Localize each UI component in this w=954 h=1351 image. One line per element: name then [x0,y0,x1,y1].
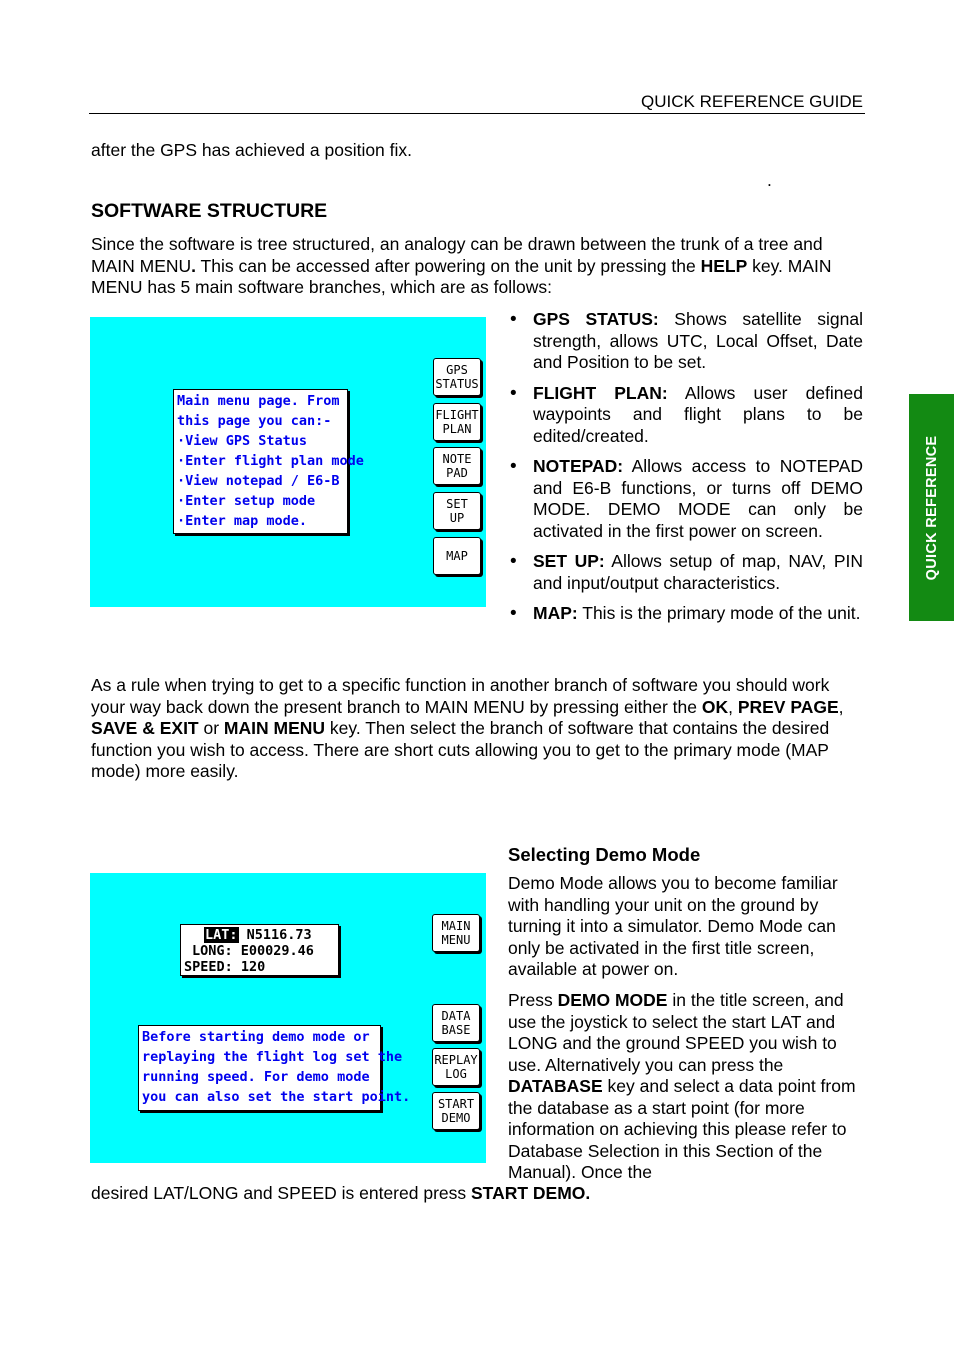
help-key-label: HELP [700,255,748,276]
intro-paragraph [91,234,863,299]
bullet-label: SET UP: [533,551,605,571]
para-text: Press [508,990,558,1010]
replay-log-softkey[interactable] [432,1048,480,1086]
long-value: E00029.46 [232,943,314,959]
softkey-line: PAD [446,466,468,480]
para-text: , [838,696,844,717]
side-tab [909,394,954,621]
long-label: LONG: [192,943,233,959]
para-text: or [198,718,224,738]
side-tab-label: QUICK REFERENCE [923,435,940,580]
notepad-softkey[interactable] [433,447,481,485]
lcd-line: this page you can:- [177,413,332,429]
lcd-line: Before starting demo mode or [142,1029,370,1045]
ok-key-label: OK [701,696,729,717]
main-menu-screenshot [90,317,486,607]
page-header-title: QUICK REFERENCE GUIDE [641,92,863,111]
softkey-line: SET [446,497,468,511]
start-demo-softkey[interactable] [432,1092,480,1130]
main-menu-softkey[interactable] [432,914,480,952]
para-text: key. Then select the branch of software that contains the desired function you wish to access. There are short cuts allowing you to get to the primary mode (MAP mode) more easily. [91,718,830,781]
setup-softkey[interactable] [433,492,481,530]
lcd-line: ·View GPS Status [177,433,308,449]
speed-row [184,959,335,975]
lcd-line: ·Enter map mode. [177,513,308,529]
lat-value: N5116.73 [238,927,312,943]
softkey-line: STATUS [435,377,479,391]
section-title: SOFTWARE STRUCTURE [91,200,328,222]
para-text: key. MAIN MENU has 5 main software branches, which are as follows: [91,255,832,297]
lcd-line: ·Enter flight plan mode [177,453,364,469]
list-item [508,603,863,625]
lcd-line: replaying the flight log set the [142,1049,403,1065]
softkey-line: MAIN [441,919,471,933]
header-rule [89,113,865,114]
main-menu-key-label: MAIN MENU [223,718,326,738]
lcd-line: ·View notepad / E6-B [177,473,340,489]
demo-mode-screenshot [90,873,486,1163]
para-text: desired LAT/LONG and SPEED is entered press [91,1183,471,1203]
para-text: key and select a data point from the database as a start point (for more information on achieving this please refer to Database Selection in this Section of the Manual). Once the [508,1076,856,1182]
softkey-line: DATA [441,1009,471,1023]
lcd-line: running speed. For demo mode [142,1069,370,1085]
demo-paragraph-2 [508,990,864,1184]
save-exit-key-label: SAVE & EXIT [91,718,199,738]
softkey-line: GPS [446,363,468,377]
list-item [508,551,863,594]
bullet-text: Allows access to NOTEPAD and E6-B functions, or turns off DEMO MODE. DEMO MODE can only be activated in the first power on screen. [533,456,863,541]
map-softkey[interactable] [433,537,481,575]
start-demo-key-label: START DEMO. [471,1183,591,1203]
para-text: , [728,696,738,717]
main-menu-info-box [173,389,364,534]
softkey-line: NOTE [442,452,472,466]
para-text: This can be accessed after powering on the unit by pressing the [196,255,701,276]
long-row [184,943,335,959]
prev-page-key-label: PREV PAGE [737,696,839,717]
softkey-line: LOG [445,1067,467,1081]
softkey-line: DEMO [441,1111,471,1125]
lcd-line: you can also set the start point. [142,1089,411,1105]
softkey-line: MAP [446,549,468,563]
para-bold: . [191,255,197,276]
demo-mode-key-label: DEMO MODE [557,990,668,1010]
softkey-line: REPLAY [434,1053,478,1067]
bullet-text: Allows setup of map, NAV, PIN and input/output characteristics. [533,551,863,593]
bullet-label: MAP: [533,603,578,623]
lat-label: LAT: [205,927,238,943]
lcd-line: ·Enter setup mode [177,493,316,509]
bullet-label: FLIGHT PLAN: [533,382,668,403]
list-item [508,383,863,448]
lat-row [184,927,335,943]
softkey-line: FLIGHT [435,408,479,422]
para-text: As a rule when trying to get to a specific function in another branch of software you should work your way back down the present branch to MAIN MENU by pressing either the [91,675,830,717]
bullet-text: Allows user defined waypoints and flight plans to be edited/created. [533,382,863,446]
softkey-line: UP [449,511,465,525]
database-softkey[interactable] [432,1004,480,1042]
flight-plan-softkey[interactable] [433,403,481,441]
demo-mode-heading: Selecting Demo Mode [508,844,701,865]
bullet-label: NOTEPAD: [533,456,624,476]
bullet-text: Shows satellite signal strength, allows UTC, Local Offset, Date and Position to be set. [533,309,863,372]
list-item [508,456,863,542]
position-readout-box [180,924,339,976]
softkey-line: START [437,1097,475,1111]
demo-paragraph-3 [91,1183,863,1205]
speed-label: SPEED: [184,959,233,975]
demo-info-box [138,1025,411,1111]
branch-list [508,309,863,634]
list-item [508,309,863,374]
bullet-text: This is the primary mode of the unit. [577,603,861,623]
softkey-line: BASE [441,1023,471,1037]
navigation-paragraph [91,675,863,783]
demo-paragraph-1: Demo Mode allows you to become familiar with handling your unit on the ground by turning it into a simulator. Demo Mode can only be activated in the first title screen, available at power on. [508,873,838,979]
gps-status-softkey[interactable] [433,358,481,396]
database-key-label: DATABASE [508,1076,603,1096]
para-text: Since the software is tree structured, an analogy can be drawn between the trunk of a tree and MAIN MENU [91,234,823,276]
speed-value: 120 [232,959,266,975]
intro-text: after the GPS has achieved a position fix. [91,140,413,160]
softkey-line: MENU [441,933,471,947]
bullet-label: GPS STATUS: [533,309,659,329]
para-text: in the title screen, and use the joystick to select the start LAT and LONG and the ground SPEED you wish to use. Alternatively you can press the [508,990,844,1075]
lcd-line: Main menu page. From [177,393,340,409]
softkey-line: PLAN [442,422,472,436]
stray-dot: . [767,170,772,190]
